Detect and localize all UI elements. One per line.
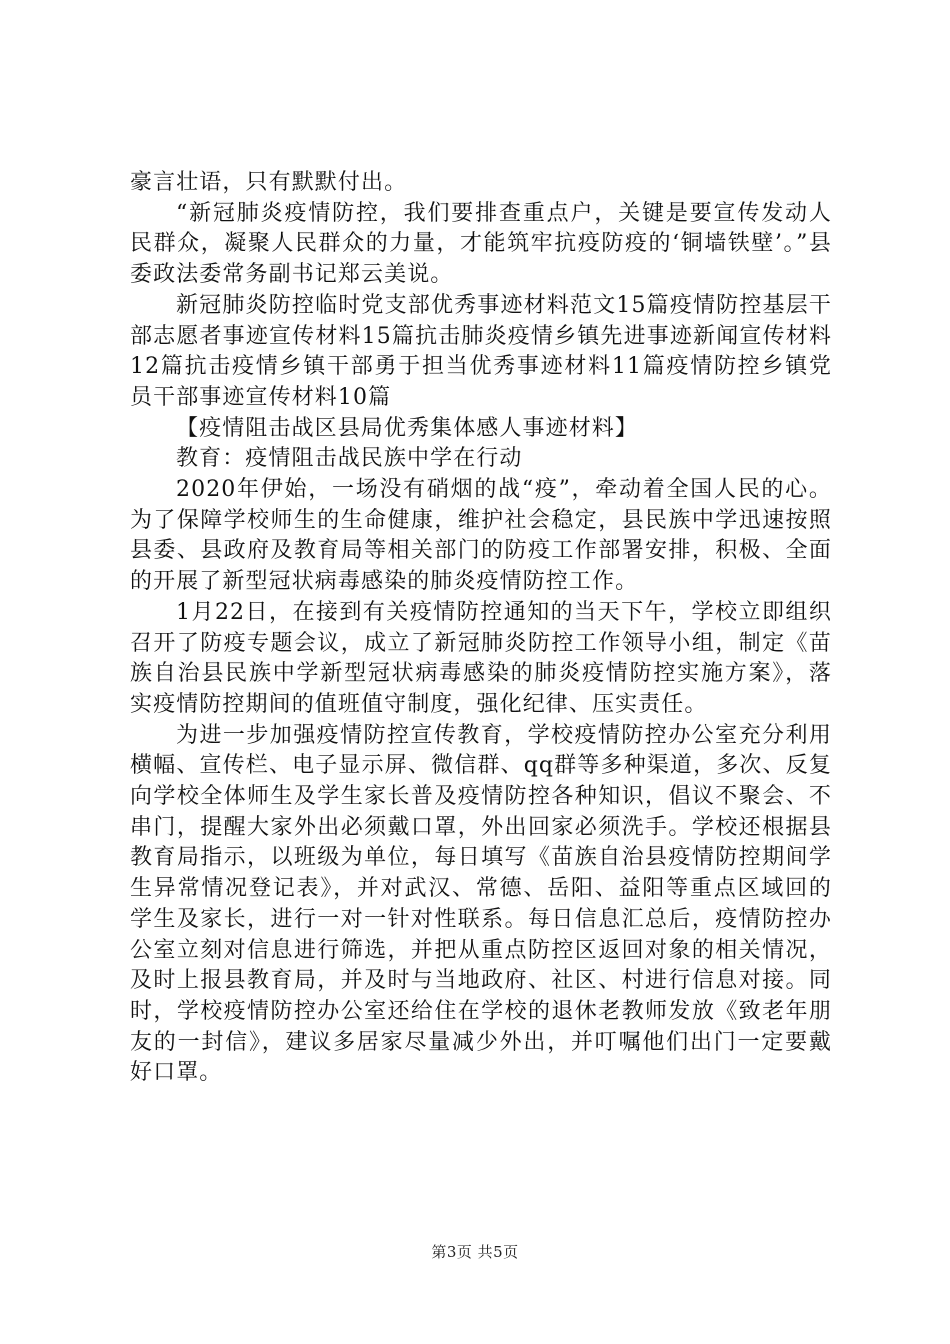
- paragraph-intro: 2020年伊始，一场没有硝烟的战“疫”，牵动着全国人民的心。为了保障学校师生的生命健康，维护社会稳定，县民族中学迅速按照县委、县政府及教育局等相关部门的防疫工作部署安排，积极、全面的开展了新型冠状病毒感染的肺炎疫情防控工作。: [130, 477, 832, 595]
- paragraph-quote: “新冠肺炎疫情防控，我们要排查重点户，关键是要宣传发动人民群众，凝聚人民群众的力量，才能筑牢抗疫防疫的‘铜墙铁壁’。”县委政法委常务副书记郑云美说。: [130, 200, 832, 288]
- paragraph-meeting: 1月22日，在接到有关疫情防控通知的当天下午，学校立即组织召开了防疫专题会议，成立了新冠肺炎防控工作领导小组，制定《苗族自治县民族中学新型冠状病毒感染的肺炎疫情防控实施方案》，落实疫情防控期间的值班值守制度，强化纪律、压实责任。: [130, 599, 832, 717]
- paragraph-continuation: 豪言壮语，只有默默付出。: [130, 170, 408, 195]
- paragraph-publicity: 为进一步加强疫情防控宣传教育，学校疫情防控办公室充分利用横幅、宣传栏、电子显示屏、微信群、qq群等多种渠道，多次、反复向学校全体师生及学生家长普及疫情防控各种知识，倡议不聚会、不串门，提醒大家外出必须戴口罩，外出回家必须洗手。学校还根据县教育局指示，以班级为单位，每日填写《苗族自治县疫情防控期间学生异常情况登记表》，并对武汉、常德、岳阳、益阳等重点区域回的学生及家长，进行一对一针对性联系。每日信息汇总后，疫情防控办公室立刻对信息进行筛选，并把从重点防控区返回对象的相关情况，及时上报县教育局，并及时与当地政府、社区、村进行信息对接。同时，学校疫情防控办公室还给住在学校的退休老教师发放《致老年朋友的一封信》，建议多居家尽量减少外出，并叮嘱他们出门一定要戴好口罩。: [130, 722, 832, 1086]
- page-footer: 第3页 共5页: [431, 1243, 519, 1261]
- paragraph-related-titles: 新冠肺炎防控临时党支部优秀事迹材料范文15篇疫情防控基层干部志愿者事迹宣传材料15篇抗击肺炎疫情乡镇先进事迹新闻宣传材料12篇抗击疫情乡镇干部勇于担当优秀事迹材料11篇疫情防控乡镇党员干部事迹宣传材料10篇: [130, 292, 832, 410]
- subsection-heading: 教育：疫情阻击战民族中学在行动: [176, 446, 523, 472]
- document-body: [130, 168, 832, 1089]
- section-heading: 【疫情阻击战区县局优秀集体感人事迹材料】: [176, 415, 639, 441]
